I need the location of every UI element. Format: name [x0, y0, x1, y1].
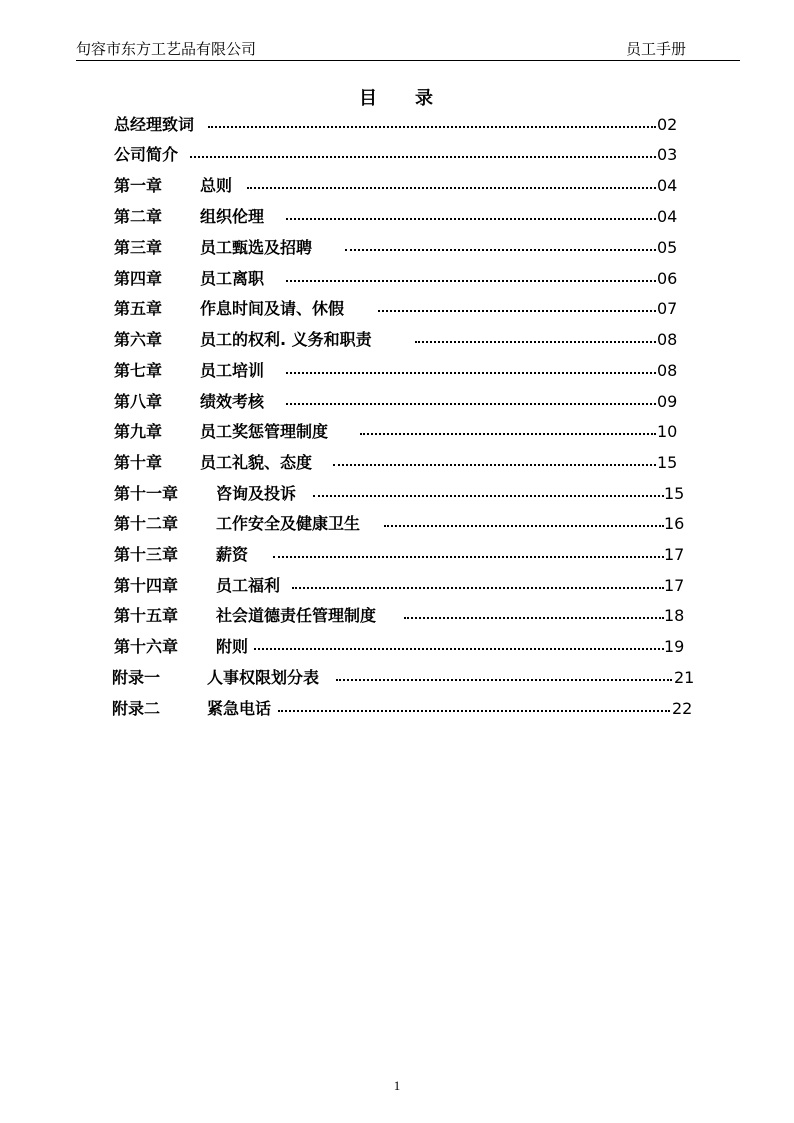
toc-dot-leader	[247, 187, 656, 189]
toc-entry-page: 09	[657, 392, 678, 411]
toc-entry[interactable]	[0, 236, 794, 260]
toc-heading-part1: 目	[359, 88, 379, 109]
toc-entry-number: 第十二章	[114, 514, 179, 533]
toc-entry-title: 员工福利	[216, 576, 281, 595]
toc-entry[interactable]	[0, 390, 794, 414]
company-name: 句容市东方工艺品有限公司	[76, 40, 257, 58]
toc-entry-page: 04	[657, 176, 678, 195]
toc-entry-number: 第八章	[114, 392, 163, 411]
toc-entry[interactable]	[0, 205, 794, 229]
toc-dot-leader	[313, 495, 664, 497]
toc-entry-page: 15	[657, 453, 678, 472]
toc-entry-page: 06	[657, 269, 678, 288]
toc-dot-leader	[404, 617, 664, 619]
toc-entry[interactable]	[0, 666, 794, 690]
toc-entry[interactable]	[0, 543, 794, 567]
toc-entry-number: 第二章	[114, 207, 163, 226]
toc-heading-part2: 录	[415, 88, 435, 109]
toc-entry-page: 15	[664, 484, 685, 503]
toc-entry[interactable]	[0, 635, 794, 659]
toc-entry[interactable]	[0, 574, 794, 598]
toc-dot-leader	[278, 710, 670, 712]
toc-entry-title: 薪资	[216, 545, 249, 564]
toc-entry-page: 21	[674, 668, 695, 687]
toc-entry-title: 人事权限划分表	[207, 668, 320, 687]
toc-dot-leader	[273, 556, 664, 558]
toc-entry[interactable]	[0, 697, 794, 721]
toc-entry-number: 公司简介	[114, 145, 179, 164]
toc-entry-title: 员工礼貌、态度	[200, 453, 313, 472]
toc-entry-number: 附录二	[112, 699, 161, 718]
toc-entry-title: 员工的权利. 义务和职责	[200, 330, 372, 349]
toc-entry[interactable]	[0, 604, 794, 628]
toc-entry-number: 第十六章	[114, 637, 179, 656]
toc-entry[interactable]	[0, 482, 794, 506]
toc-entry-page: 02	[657, 115, 678, 134]
toc-entry-number: 第六章	[114, 330, 163, 349]
toc-dot-leader	[286, 372, 656, 374]
toc-dot-leader	[336, 679, 672, 681]
toc-entry-number: 第三章	[114, 238, 163, 257]
toc-dot-leader	[415, 341, 656, 343]
toc-entry-number: 附录一	[112, 668, 161, 687]
toc-dot-leader	[384, 525, 664, 527]
toc-dot-leader	[360, 433, 656, 435]
toc-entry-title: 工作安全及健康卫生	[216, 514, 361, 533]
toc-entry-title: 员工离职	[200, 269, 265, 288]
toc-entry-number: 第十一章	[114, 484, 179, 503]
toc-entry[interactable]	[0, 297, 794, 321]
toc-entry-page: 08	[657, 330, 678, 349]
toc-entry-page: 19	[664, 637, 685, 656]
toc-entry-number: 第五章	[114, 299, 163, 318]
toc-entry-title: 附则	[216, 637, 249, 656]
page-header	[76, 38, 740, 61]
toc-entry-number: 第十四章	[114, 576, 179, 595]
toc-entry-number: 第十三章	[114, 545, 179, 564]
toc-entry-title: 组织伦理	[200, 207, 265, 226]
toc-entry[interactable]	[0, 359, 794, 383]
toc-entry[interactable]	[0, 143, 794, 167]
toc-dot-leader	[286, 403, 656, 405]
toc-dot-leader	[286, 218, 656, 220]
toc-entry-number: 总经理致词	[114, 115, 195, 134]
toc-entry-title: 绩效考核	[200, 392, 265, 411]
toc-entry-title: 员工培训	[200, 361, 265, 380]
toc-entry-number: 第十五章	[114, 606, 179, 625]
toc-entry-number: 第十章	[114, 453, 163, 472]
toc-entry-title: 作息时间及请、休假	[200, 299, 345, 318]
toc-entry-number: 第四章	[114, 269, 163, 288]
toc-dot-leader	[208, 126, 656, 128]
toc-entry-title: 社会道德责任管理制度	[216, 606, 377, 625]
toc-entry-title: 员工甄选及招聘	[200, 238, 313, 257]
toc-entry-page: 07	[657, 299, 678, 318]
toc-entry-page: 22	[672, 699, 693, 718]
toc-entry-title: 紧急电话	[207, 699, 272, 718]
toc-entry-title: 咨询及投诉	[216, 484, 297, 503]
toc-entry-page: 08	[657, 361, 678, 380]
toc-dot-leader	[190, 156, 656, 158]
toc-entry-page: 17	[664, 545, 685, 564]
toc-entry-number: 第一章	[114, 176, 163, 195]
toc-dot-leader	[254, 648, 664, 650]
toc-dot-leader	[286, 280, 656, 282]
toc-entry[interactable]	[0, 512, 794, 536]
toc-entry-page: 05	[657, 238, 678, 257]
toc-entry-number: 第九章	[114, 422, 163, 441]
toc-entry-page: 17	[664, 576, 685, 595]
toc-entry-page: 04	[657, 207, 678, 226]
document-title: 员工手册	[625, 40, 686, 58]
page-number: 1	[393, 1078, 401, 1093]
toc-entry-page: 16	[664, 514, 685, 533]
toc-entry[interactable]	[0, 113, 794, 137]
toc-entry[interactable]	[0, 328, 794, 352]
toc-entry-page: 03	[657, 145, 678, 164]
toc-entry[interactable]	[0, 451, 794, 475]
toc-dot-leader	[292, 587, 664, 589]
toc-entry[interactable]	[0, 174, 794, 198]
toc-dot-leader	[345, 249, 656, 251]
toc-entry-title: 员工奖惩管理制度	[200, 422, 329, 441]
toc-entry[interactable]	[0, 420, 794, 444]
toc-entry[interactable]	[0, 267, 794, 291]
toc-heading	[0, 84, 794, 110]
toc-dot-leader	[378, 310, 656, 312]
toc-entry-page: 10	[657, 422, 678, 441]
toc-dot-leader	[333, 464, 656, 466]
toc-entry-title: 总则	[200, 176, 233, 195]
toc-entry-page: 18	[664, 606, 685, 625]
toc-entry-number: 第七章	[114, 361, 163, 380]
